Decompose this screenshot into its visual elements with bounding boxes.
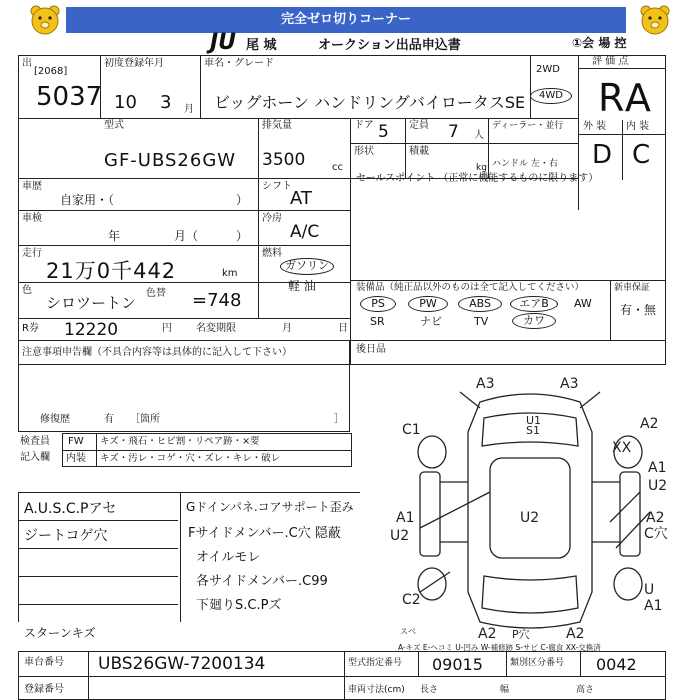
mark-u2-left: U2 [390, 528, 410, 544]
name-change-day: 日 [338, 323, 348, 334]
model-code: GF-UBS26GW [104, 150, 237, 171]
damage-note-8: スターンキズ [24, 626, 96, 640]
load-label: 積載 [409, 146, 429, 157]
color-code: =748 [192, 290, 242, 311]
recycle-fee: 12220 [64, 320, 119, 340]
grade-label: 評 価 点 [592, 56, 629, 67]
type-cert-label: 型式指定番号 [348, 658, 403, 668]
km-unit: km [222, 268, 238, 279]
shift-label: シフト [262, 181, 292, 192]
equip-leather-circled: カワ [512, 313, 556, 329]
length-label: 長さ [420, 685, 439, 695]
name-change-month: 月 [282, 323, 292, 334]
height-label: 高さ [576, 685, 595, 695]
interior-check-label: 内装 [66, 453, 86, 464]
repair-part-close: ］ [334, 414, 344, 425]
lot-label: 出 [22, 58, 32, 69]
recycle-label: R券 [22, 323, 39, 334]
mark-u2-roof: U2 [520, 510, 540, 526]
month-unit: 月 [184, 104, 194, 115]
color-value: シロツートン [46, 294, 137, 312]
overall-grade: RA [598, 76, 653, 120]
ac-label: 冷房 [262, 213, 282, 224]
class-label: 類別区分番号 [510, 658, 565, 668]
form-title: オークション出品申込書 [318, 38, 461, 53]
mark-u-rear: U [644, 582, 655, 598]
chassis-number: UBS26GW-7200134 [98, 654, 266, 674]
yen-unit: 円 [162, 323, 172, 334]
inspector-label: 検査員 [20, 436, 50, 447]
seats: 7 [448, 122, 459, 142]
vehicle-name: ビッグホーン ハンドリングバイロータスSE [214, 93, 526, 112]
name-change-label: 名変期限 [196, 323, 236, 334]
equipment-label: 装備品（純正品以外のものは全て記入してください） [356, 282, 585, 293]
type-cert-number: 09015 [432, 655, 483, 674]
first-registration-label: 初度登録年月 [104, 58, 164, 69]
class-number: 0042 [596, 655, 637, 674]
equip-aw: AW [574, 297, 592, 310]
equip-abs-circled: ABS [458, 296, 502, 312]
sheet-number: [2068] [34, 66, 68, 77]
bear-mascot-icon [28, 3, 62, 37]
banner-title: 完全ゼロ切りコーナー [66, 7, 626, 33]
fuel-gasoline-circled: ガソリン [280, 258, 334, 275]
fw-checklist: キズ・飛石・ヒビ割・リペア跡・×要 [100, 436, 260, 447]
house-logo: JU [210, 30, 237, 55]
fuel-diesel: 軽 油 [288, 279, 316, 293]
interior-checklist: キズ・汚レ・コゲ・穴・ズレ・キレ・破レ [100, 453, 281, 464]
mark-c-hole: C穴 [644, 526, 668, 542]
mark-xx: XX [612, 440, 632, 456]
repair-history-value: 有 [104, 414, 114, 425]
interior-grade: C [632, 140, 651, 170]
exterior-label: 外 装 [583, 121, 607, 132]
steering-label: ハンドル 左・右 [492, 159, 558, 169]
cc-unit: cc [332, 162, 343, 173]
drive-2wd: 2WD [536, 64, 560, 75]
inspection-label: 車検 [22, 213, 42, 224]
lot-number: 5037 [36, 82, 103, 112]
mark-a1-rear: A1 [644, 598, 663, 614]
equip-tv: TV [474, 315, 489, 328]
mark-a2-rear-left: A2 [478, 626, 497, 642]
mark-a2-rear-right: A2 [566, 626, 585, 642]
fuel-label: 燃料 [262, 248, 282, 259]
dimensions-label: 車両寸法(cm) [348, 685, 405, 695]
damage-note-2: ジートコゲ穴 [24, 528, 108, 544]
mark-a1-left: A1 [396, 510, 415, 526]
damage-note-5: オイルモレ [196, 550, 261, 565]
mark-a2-right: A2 [646, 510, 665, 526]
house-name: 尾 城 [246, 38, 277, 53]
equip-navi: ナビ [420, 315, 442, 328]
mileage-value: 21万0千442 [46, 259, 177, 283]
equip-airbag-circled: エアB [510, 296, 558, 312]
sales-point-label: セールスポイント （正常に機能するものに限ります） [356, 173, 599, 184]
usage-close: ） [236, 193, 249, 207]
width-label: 幅 [500, 685, 510, 695]
inspection-month: 月（ [174, 229, 199, 243]
damage-note-7: 下廻りS.C.Pズ [196, 598, 282, 613]
color-label: 色 [22, 285, 32, 296]
bear-mascot-icon [638, 3, 672, 37]
inspector-entry-label: 記入欄 [20, 452, 50, 463]
displacement: 3500 [262, 150, 306, 170]
mark-c1: C1 [402, 422, 421, 438]
doors: 5 [378, 122, 389, 142]
interior-label: 内 装 [626, 121, 650, 132]
mark-a2-front: A2 [640, 416, 659, 432]
seats-label: 定員 [409, 120, 429, 131]
mark-a3-left: A3 [476, 376, 495, 392]
new-warranty-value: 有・無 [620, 303, 657, 317]
mark-a1-right: A1 [648, 460, 667, 476]
equip-pw-circled: PW [408, 296, 448, 312]
damage-note-3: Gドインパネ.コアサポート歪み [186, 500, 354, 514]
registration-year: 10 [114, 92, 137, 113]
mark-tire-slip: スベ [400, 627, 416, 636]
drive-4wd-circled: 4WD [530, 88, 572, 104]
displacement-label: 排気量 [262, 120, 292, 131]
damage-note-1: A.U.S.C.Pアセ [24, 501, 117, 517]
body-shape-label: 形状 [354, 146, 374, 157]
car-damage-diagram [380, 372, 680, 644]
notes-label: 注意事項申告欄（不具合内容等は具体的に記入して下さい） [22, 347, 292, 358]
mark-u2-right: U2 [648, 478, 668, 494]
repair-history-label: 修復歴 [40, 414, 70, 425]
new-warranty-label: 新車保証 [614, 283, 651, 293]
shift-value: AT [290, 188, 312, 209]
inspection-year: 年 [108, 229, 121, 243]
repair-part-label: ［箇所 [130, 414, 160, 425]
kg-unit: kg [476, 163, 487, 173]
mark-p-hole: P穴 [512, 628, 530, 641]
mark-s1: S1 [526, 424, 540, 437]
registration-number-label: 登録番号 [24, 684, 64, 695]
history-label: 車歴 [22, 181, 42, 192]
mark-a3-right: A3 [560, 376, 579, 392]
exterior-grade: D [592, 140, 613, 170]
inspection-close: ） [236, 229, 249, 243]
equip-sr: SR [370, 315, 385, 328]
mileage-label: 走行 [22, 248, 42, 259]
aftermarket-label: 後日品 [356, 344, 386, 355]
damage-note-4: Fサイドメンバー.C穴 隠蔽 [188, 526, 341, 541]
model-label: 型式 [104, 120, 124, 131]
dealer-label: ディーラー・並行 [492, 121, 564, 131]
chassis-label: 車台番号 [24, 657, 64, 668]
mark-u1: U1 [526, 414, 542, 427]
registration-month: 3 [160, 92, 172, 113]
damage-legend: A-キズ E-ヘコミ U-凹み W-補修跡 S-サビ C-腐食 XX-交換済 [398, 643, 601, 652]
fw-label: FW [68, 436, 84, 447]
color-code-label: 色替 [146, 288, 166, 299]
equip-ps-circled: PS [360, 296, 396, 312]
damage-note-6: 各サイドメンバー.C99 [196, 574, 328, 589]
ac-value: A/C [290, 222, 320, 242]
seats-unit: 人 [474, 130, 484, 141]
venue-copy-label: ①会 場 控 [572, 36, 627, 50]
usage-type: 自家用・（ [60, 193, 115, 207]
mark-c2: C2 [402, 592, 421, 608]
doors-label: ドア [354, 120, 374, 131]
vehicle-name-label: 車名・グレード [204, 58, 274, 69]
